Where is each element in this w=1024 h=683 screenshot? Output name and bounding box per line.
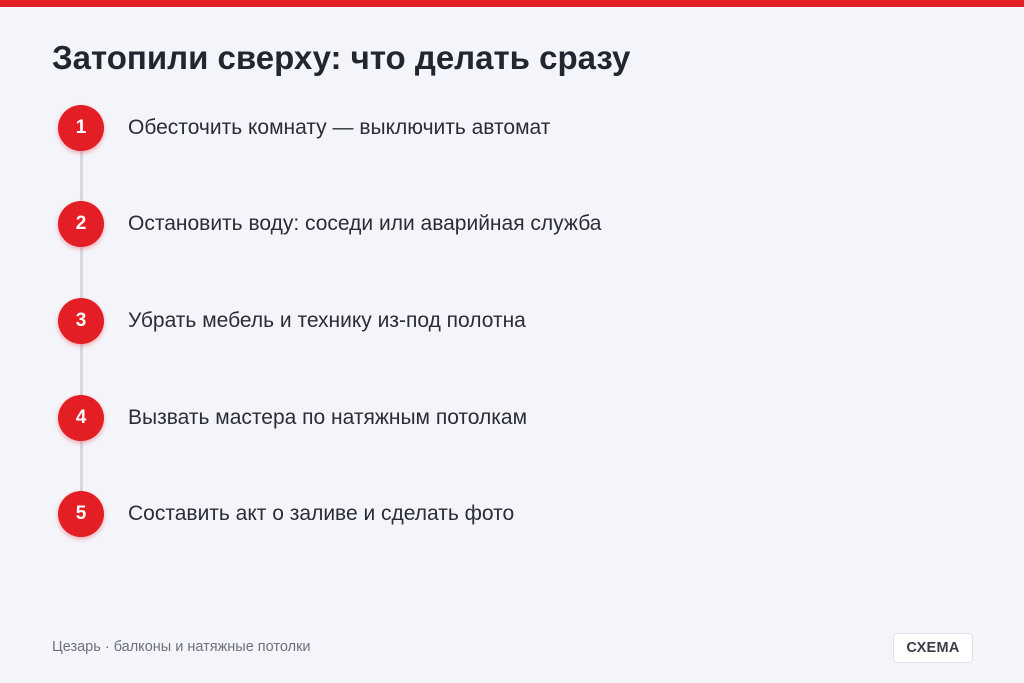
step-number-badge: 2: [58, 201, 104, 247]
step-text: Остановить воду: соседи или аварийная служба: [128, 212, 602, 235]
step-2: [58, 201, 601, 247]
step-1: [58, 105, 550, 151]
step-text: Составить акт о заливе и сделать фото: [128, 502, 515, 525]
step-number-badge: 3: [58, 298, 104, 344]
step-5: [58, 491, 514, 537]
step-number-badge: 4: [58, 395, 104, 441]
page-title: Затопили сверху: что делать сразу: [52, 39, 631, 76]
step-3: [58, 298, 526, 344]
step-text: Обесточить комнату — выключить автомат: [128, 116, 551, 139]
step-4: [58, 395, 527, 441]
footer-source-text: Цезарь · балконы и натяжные потолки: [52, 639, 311, 655]
category-tag: СХЕМА: [893, 633, 973, 663]
step-text: Вызвать мастера по натяжным потолкам: [128, 406, 528, 429]
step-number-badge: 5: [58, 491, 104, 537]
step-text: Убрать мебель и технику из-под полотна: [128, 309, 526, 332]
step-number-badge: 1: [58, 105, 104, 151]
